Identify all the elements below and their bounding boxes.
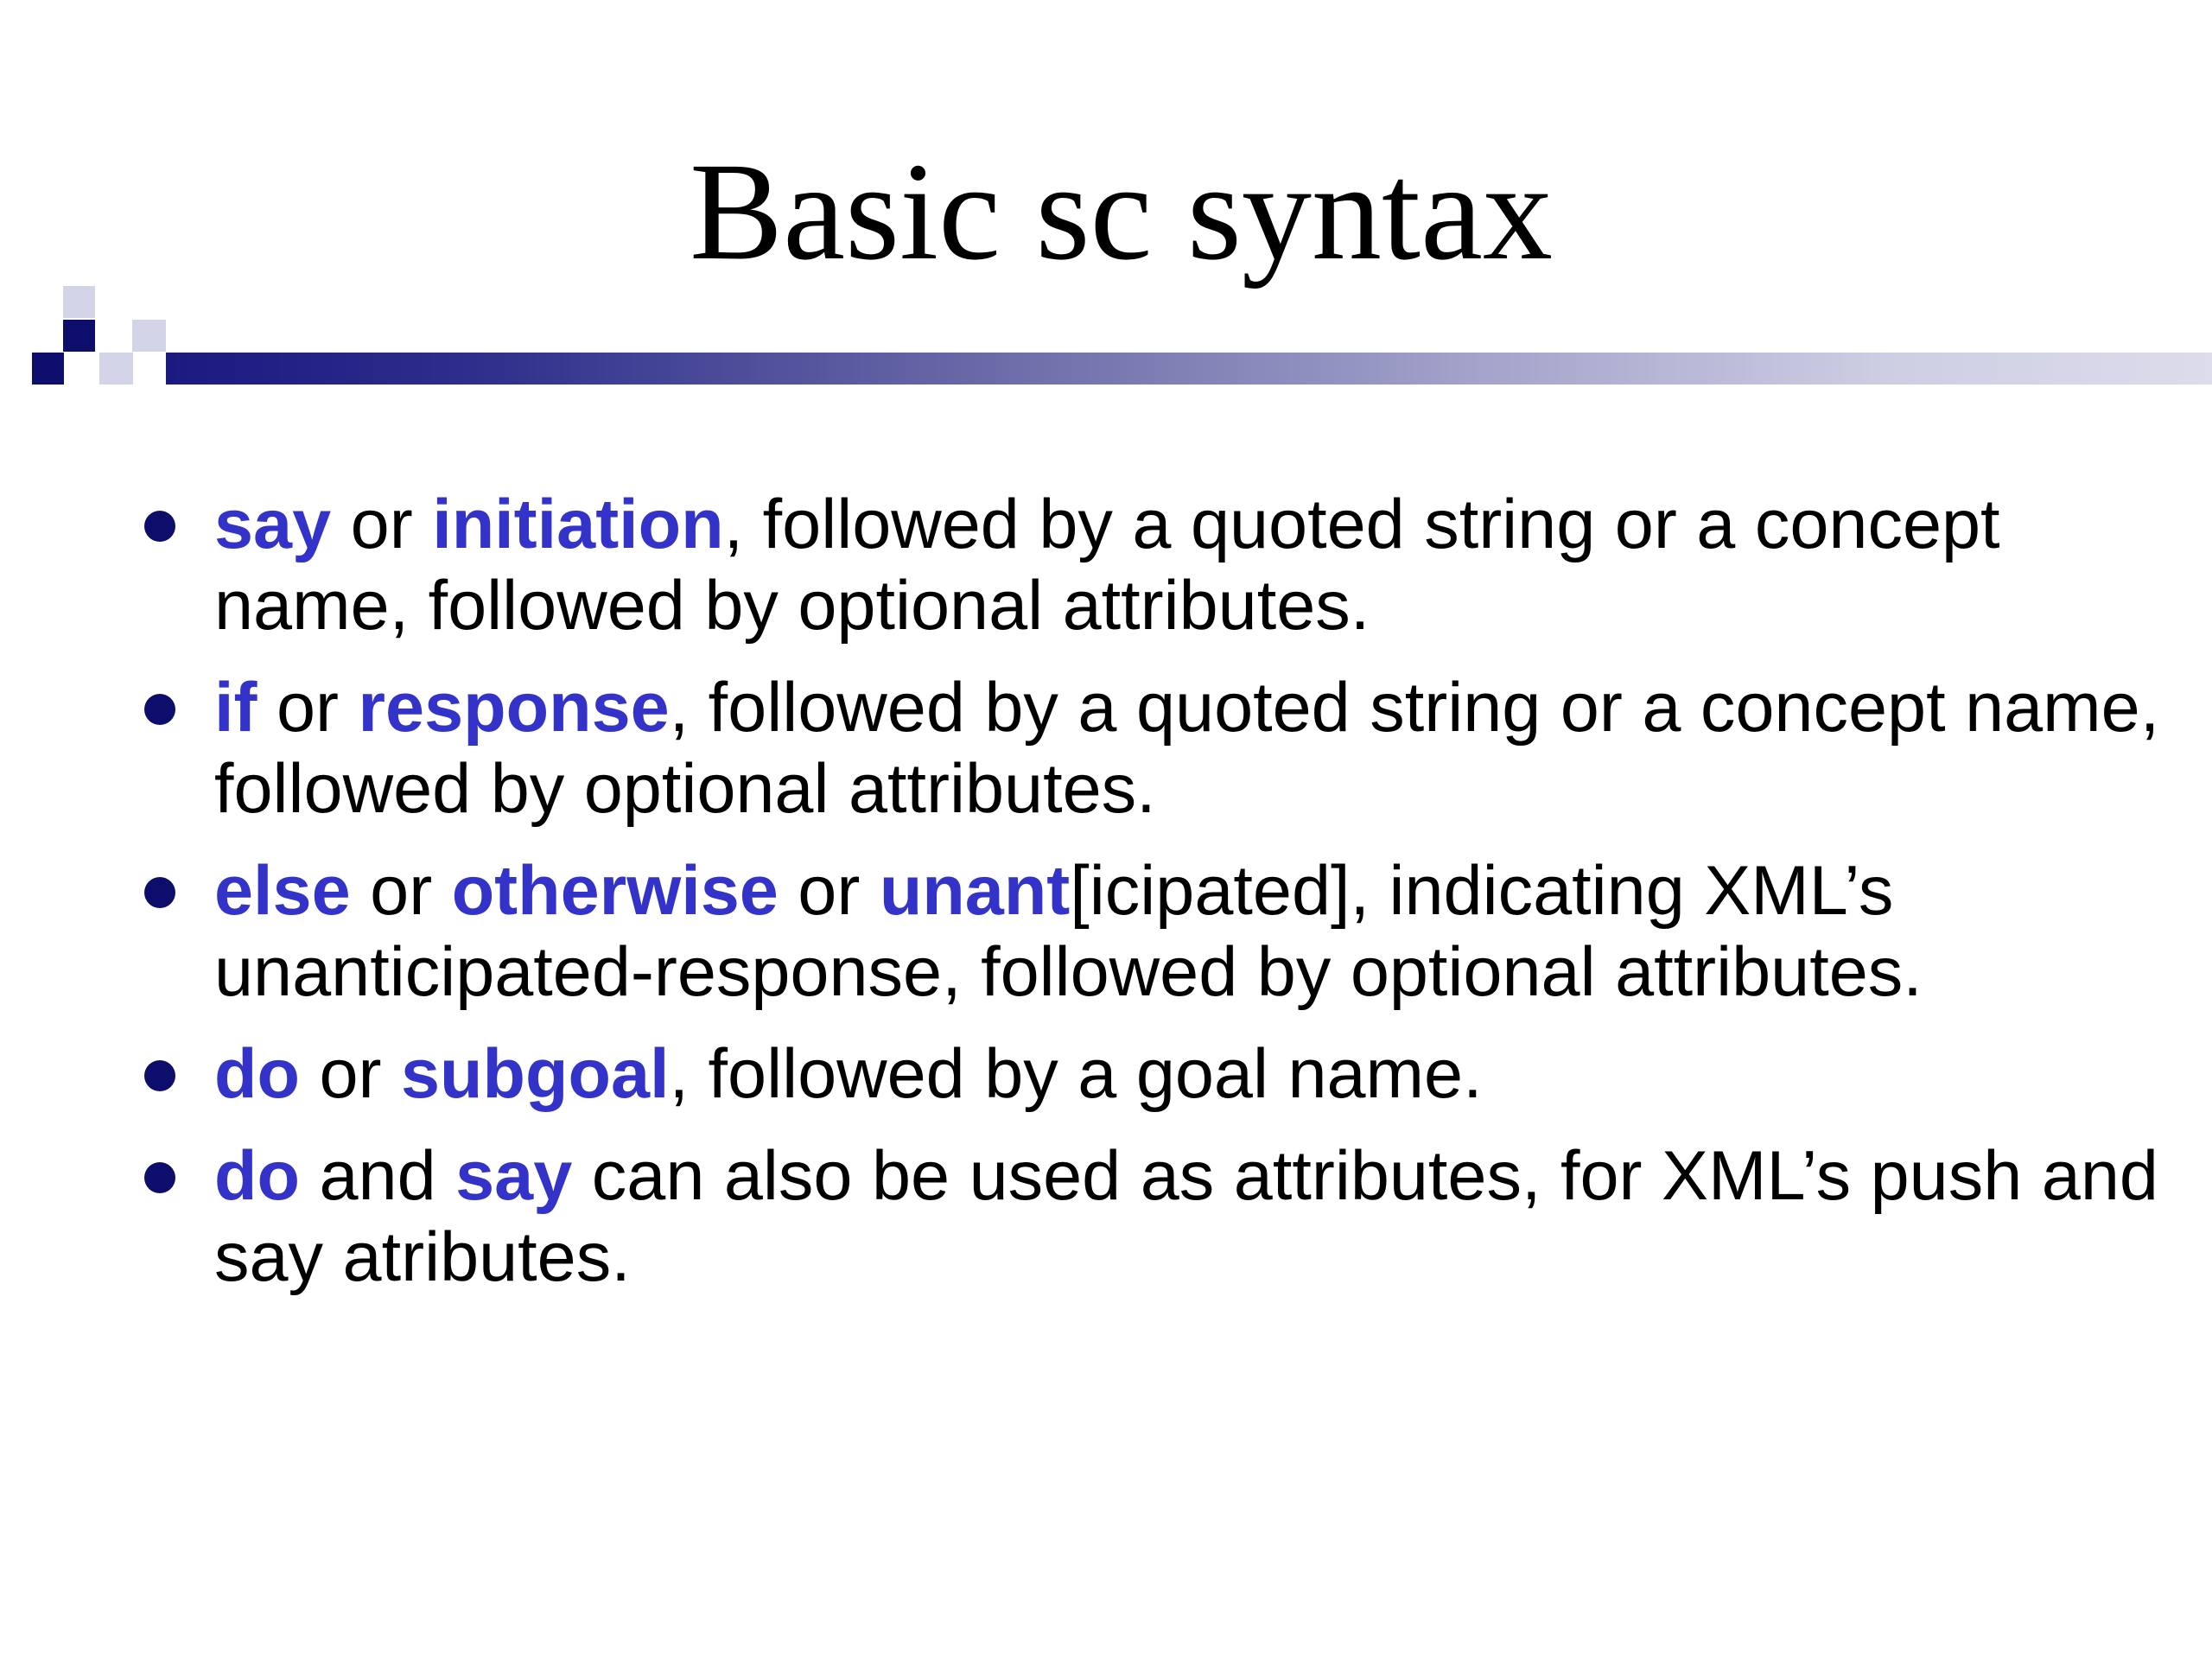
title-decoration	[0, 0, 2212, 397]
decor-square-light-right	[132, 320, 166, 352]
bullet-icon	[144, 877, 175, 908]
bullet-text: , followed by a goal name.	[669, 1035, 1483, 1113]
bullet-text: , followed by a quoted string or a concept name, followed by optional attributes.	[214, 669, 2160, 828]
decor-square-dark-mid	[63, 320, 95, 352]
decor-square-light-low	[99, 353, 133, 385]
keyword: unant	[879, 852, 1071, 930]
bullet-item	[0, 1033, 2212, 1115]
bullet-text: or	[257, 669, 359, 747]
decor-square-light-top	[63, 286, 95, 318]
bullet-item	[0, 850, 2212, 1013]
keyword: else	[214, 852, 351, 930]
bullet-text: or	[299, 1035, 401, 1113]
bullet-list	[0, 484, 2212, 1319]
bullet-text: can also be used as attributes, for XML’s push and say atributes.	[214, 1137, 2158, 1296]
keyword: otherwise	[451, 852, 779, 930]
bullet-icon	[144, 694, 175, 725]
bullet-item	[0, 1135, 2212, 1298]
keyword: do	[214, 1137, 300, 1215]
keyword: initiation	[432, 486, 724, 563]
bullet-text: or	[778, 852, 880, 930]
bullet-icon	[144, 1162, 175, 1193]
keyword: if	[214, 669, 257, 747]
decor-square-dark-low	[32, 353, 64, 385]
keyword: say	[214, 486, 332, 563]
bullet-item	[0, 667, 2212, 830]
bullet-text: or	[331, 486, 433, 563]
slide-title: Basic sc syntax	[690, 135, 1553, 289]
bullet-text: , followed by a quoted string or a concept name, followed by optional attributes.	[214, 486, 2000, 645]
keyword: do	[214, 1035, 300, 1113]
bullet-text: and	[299, 1137, 456, 1215]
bullet-item	[0, 484, 2212, 646]
keyword: say	[455, 1137, 573, 1215]
title-rule	[166, 353, 2212, 385]
bullet-icon	[144, 1060, 175, 1091]
bullet-icon	[144, 511, 175, 542]
bullet-text: or	[350, 852, 452, 930]
keyword: subgoal	[401, 1035, 670, 1113]
keyword: response	[358, 669, 670, 747]
bullet-text: [icipated], indicating XML’s unanticipated-response, followed by optional attributes.	[214, 852, 1923, 1011]
